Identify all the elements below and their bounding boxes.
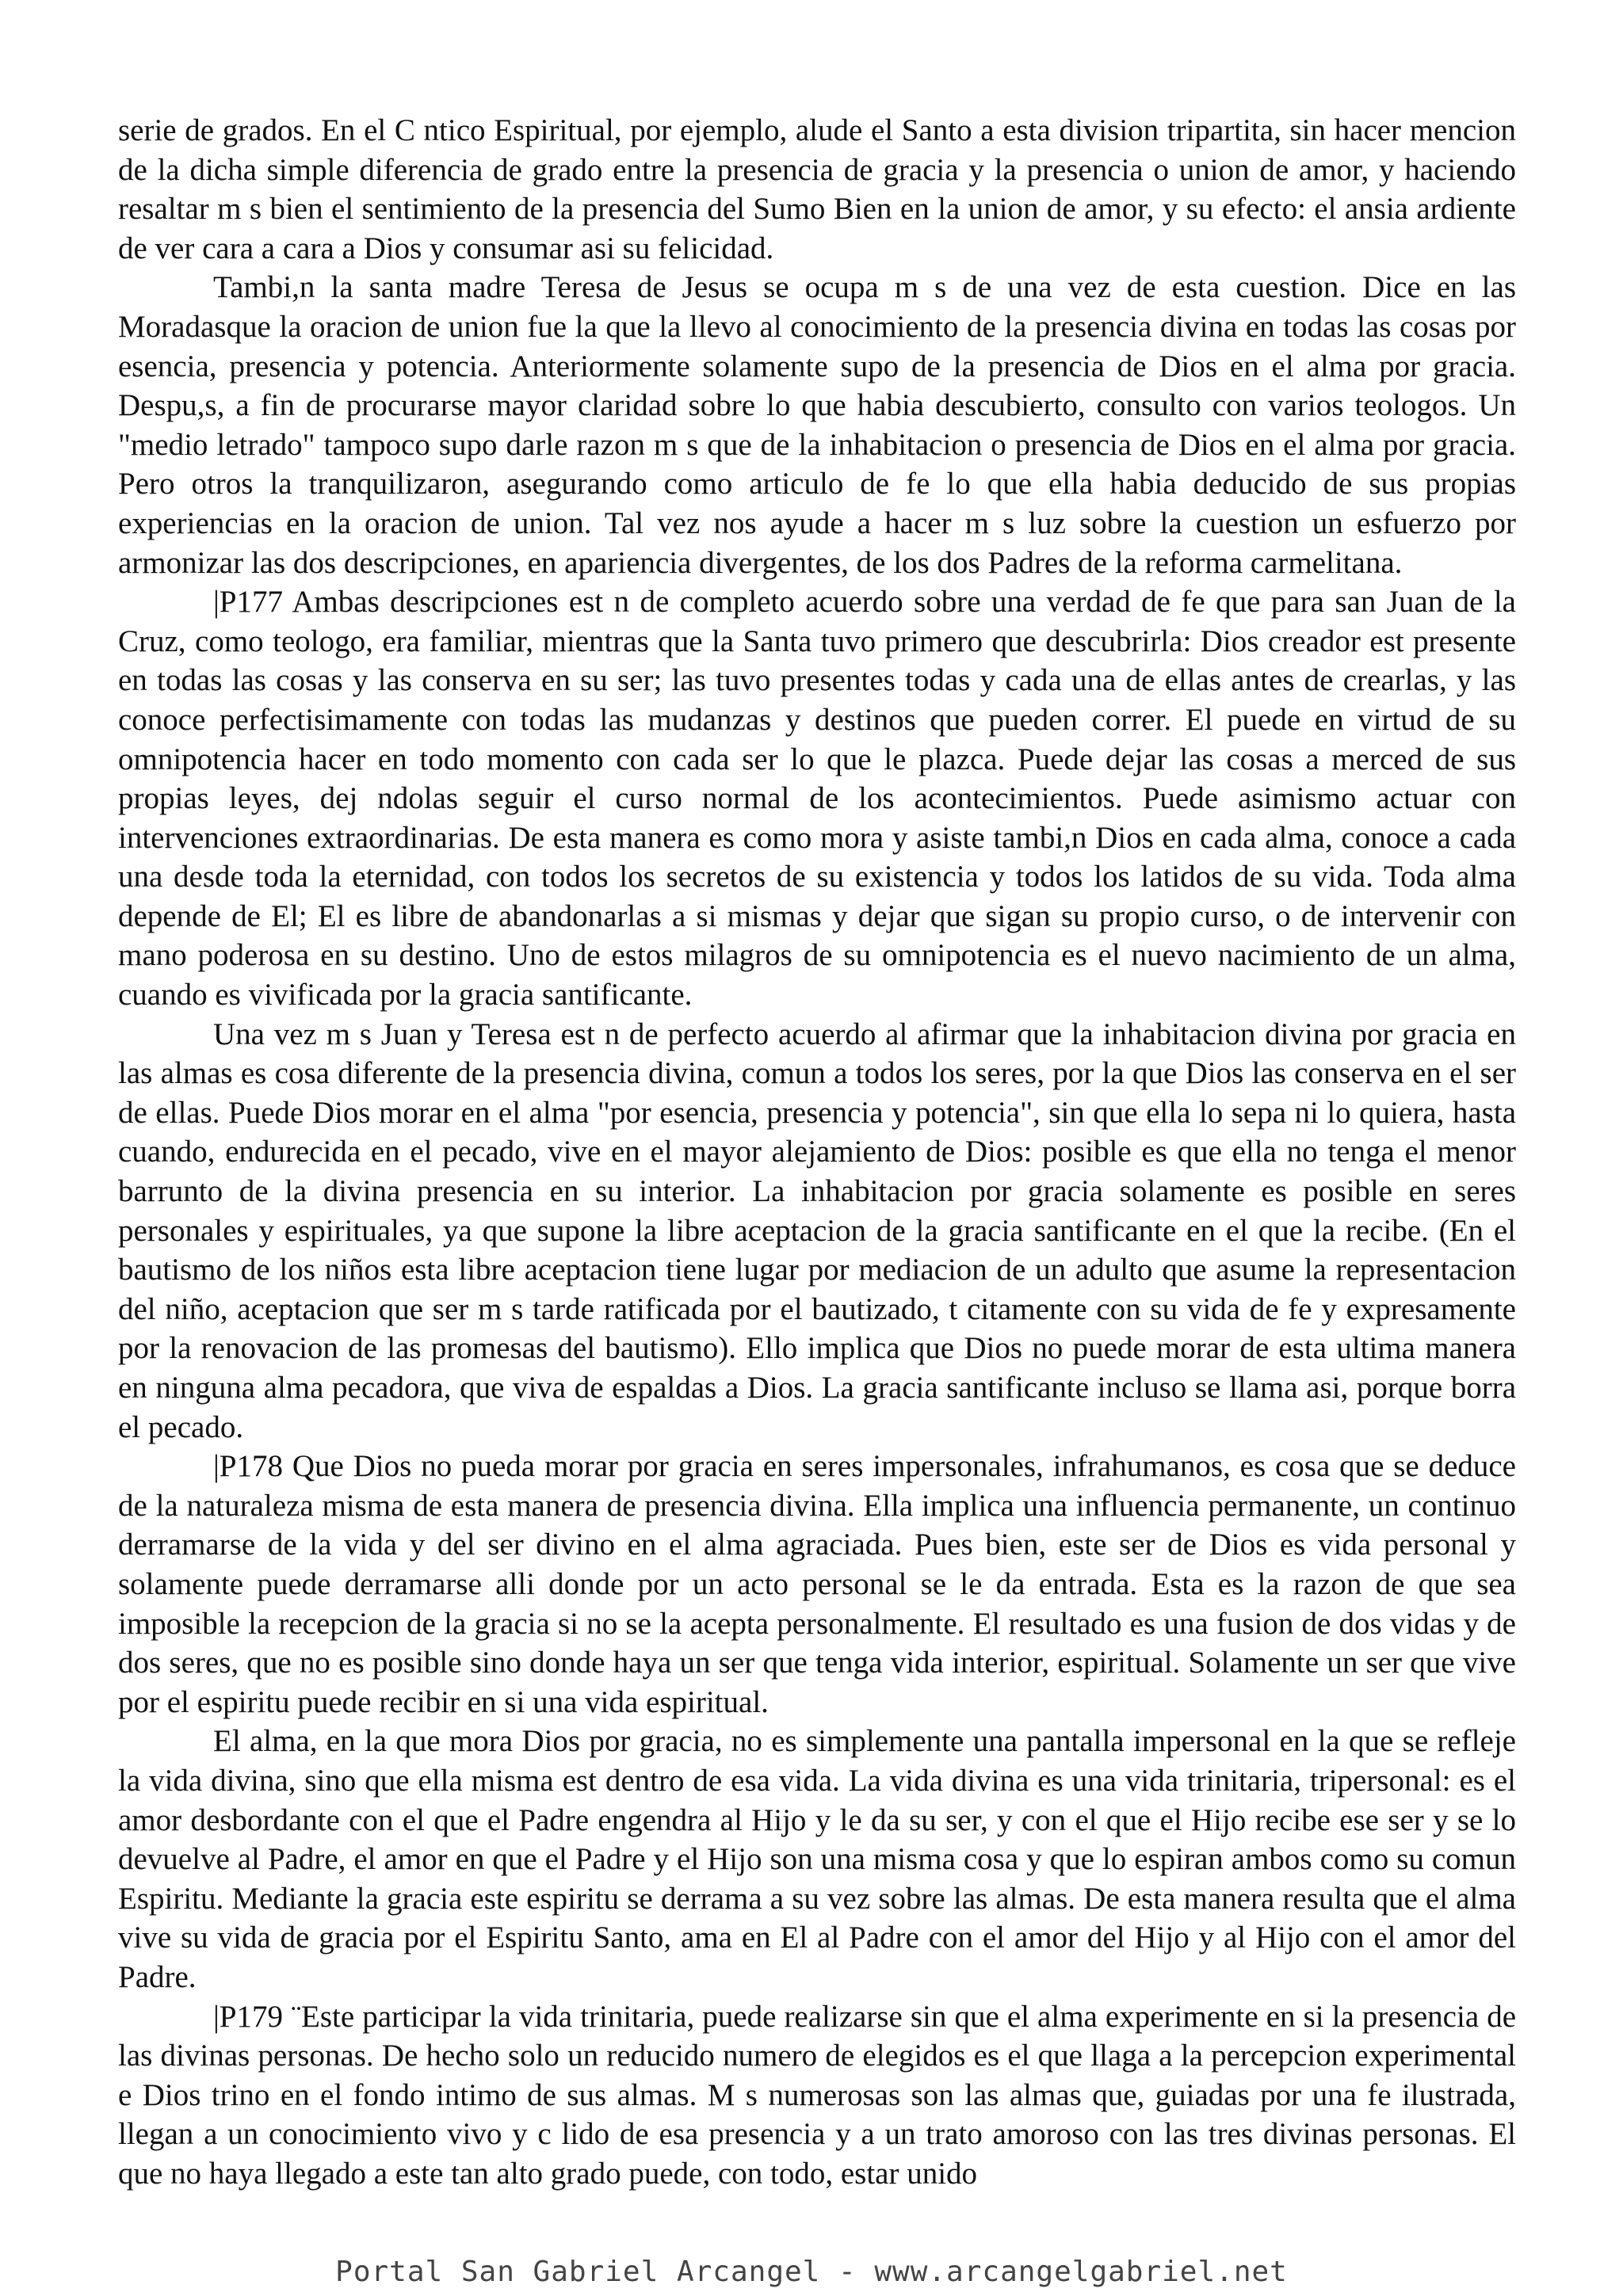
- paragraph-3: |P177 Ambas descripciones est n de completo acuerdo sobre una verdad de fe que para san Juan de la Cruz, como teologo, era familiar, mientras que la Santa tuvo primero que descubrirla: Dios creador est presente en todas las cosas y las conserva en su ser; las tuvo presentes todas y cada una de ellas antes de crearlas, y las conoce perfectisimamente con todas las mudanzas y destinos que pueden correr. El puede en virtud de su omnipotencia hacer en todo momento con cada ser lo que le plazca. Puede dejar las cosas a merced de sus propias leyes, dej ndolas seguir el curso normal de los acontecimientos. Puede asimismo actuar con intervenciones extraordinarias. De esta manera es como mora y asiste tambi,n Dios en cada alma, conoce a cada una desde toda la eternidad, con todos los secretos de su existencia y todos los latidos de su vida. Toda alma depende de El; El es libre de abandonarlas a si mismas y dejar que sigan su propio curso, o de intervenir con mano poderosa en su destino. Uno de estos milagros de su omnipotencia es el nuevo nacimiento de un alma, cuando es vivificada por la gracia santificante.: [118, 585, 1516, 1013]
- paragraph-6: El alma, en la que mora Dios por gracia, no es simplemente una pantalla impersonal en la que se refleje la vida divina, sino que ella misma est dentro de esa vida. La vida divina es una vida trinitaria, tripersonal: es el amor desbordante con el que el Padre engendra al Hijo y le da su ser, y con el que el Hijo recibe ese ser y se lo devuelve al Padre, el amor en que el Padre y el Hijo son una misma cosa y que lo espiran ambos como su comun Espiritu. Mediante la gracia este espiritu se derrama a su vez sobre las almas. De esta manera resulta que el alma vive su vida de gracia por el Espiritu Santo, ama en El al Padre con el amor del Hijo y al Hijo con el amor del Padre.: [118, 1724, 1516, 1994]
- paragraph-1: serie de grados. En el C ntico Espiritual, por ejemplo, alude el Santo a esta division tripartita, sin hacer mencion de la dicha simple diferencia de grado entre la presencia de gracia y la presencia o union de amor, y haciendo resaltar m s bien el sentimiento de la presencia del Sumo Bien en la union de amor, y su efecto: el ansia ardiente de ver cara a cara a Dios y consumar asi su felicidad.: [118, 113, 1516, 265]
- page-footer: Portal San Gabriel Arcangel - www.arcangelgabriel.net: [335, 2256, 1288, 2288]
- paragraph-5: |P178 Que Dios no pueda morar por gracia en seres impersonales, infrahumanos, es cosa que se deduce de la naturaleza misma de esta manera de presencia divina. Ella implica una influencia permanente, un continuo derramarse de la vida y del ser divino en el alma agraciada. Pues bien, este ser de Dios es vida personal y solamente puede derramarse alli donde por un acto personal se le da entrada. Esta es la razon de que sea imposible la recepcion de la gracia si no se la acepta personalmente. El resultado es una fusion de dos vidas y de dos seres, que no es posible sino donde haya un ser que tenga vida interior, espiritual. Solamente un ser que vive por el espiritu puede recibir en si una vida espiritual.: [118, 1449, 1516, 1719]
- paragraph-2: Tambi,n la santa madre Teresa de Jesus se ocupa m s de una vez de esta cuestion. Dice en las Moradasque la oracion de union fue la que la llevo al conocimiento de la presencia divina en todas las cosas por esencia, presencia y potencia. Anteriormente solamente supo de la presencia de Dios en el alma por gracia. Despu,s, a fin de procurarse mayor claridad sobre lo que habia descubierto, consulto con varios teologos. Un "medio letrado" tampoco supo darle razon m s que de la inhabitacion o presencia de Dios en el alma por gracia. Pero otros la tranquilizaron, asegurando como articulo de fe lo que ella habia deducido de sus propias experiencias en la oracion de union. Tal vez nos ayude a hacer m s luz sobre la cuestion un esfuerzo por armonizar las dos descripciones, en apariencia divergentes, de los dos Padres de la reforma carmelitana.: [118, 270, 1516, 580]
- paragraph-4: Una vez m s Juan y Teresa est n de perfecto acuerdo al afirmar que la inhabitacion divina por gracia en las almas es cosa diferente de la presencia divina, comun a todos los seres, por la que Dios las conserva en el ser de ellas. Puede Dios morar en el alma "por esencia, presencia y potencia", sin que ella lo sepa ni lo quiera, hasta cuando, endurecida en el pecado, vive en el mayor alejamiento de Dios: posible es que ella no tenga el menor barrunto de la divina presencia en su interior. La inhabitacion por gracia solamente es posible en seres personales y espirituales, ya que supone la libre aceptacion de la gracia santificante en el que la recibe. (En el bautismo de los niños esta libre aceptacion tiene lugar por mediacion de un adulto que asume la representacion del niño, aceptacion que ser m s tarde ratificada por el bautizado, t citamente con su vida de fe y expresamente por la renovacion de las promesas del bautismo). Ello implica que Dios no puede morar de esta ultima manera en ninguna alma pecadora, que viva de espaldas a Dios. La gracia santificante incluso se llama asi, porque borra el pecado.: [118, 1016, 1516, 1444]
- paragraph-7: |P179 ¨Este participar la vida trinitaria, puede realizarse sin que el alma experimente en si la presencia de las divinas personas. De hecho solo un reducido numero de elegidos es el que llaga a la percepcion experimental e Dios trino en el fondo intimo de sus almas. M s numerosas son las almas que, guiadas por una fe ilustrada, llegan a un conocimiento vivo y c lido de esa presencia y a un trato amoroso con las tres divinas personas. El que no haya llegado a este tan alto grado puede, con todo, estar unido: [118, 1999, 1516, 2191]
- document-body: [118, 111, 1516, 2193]
